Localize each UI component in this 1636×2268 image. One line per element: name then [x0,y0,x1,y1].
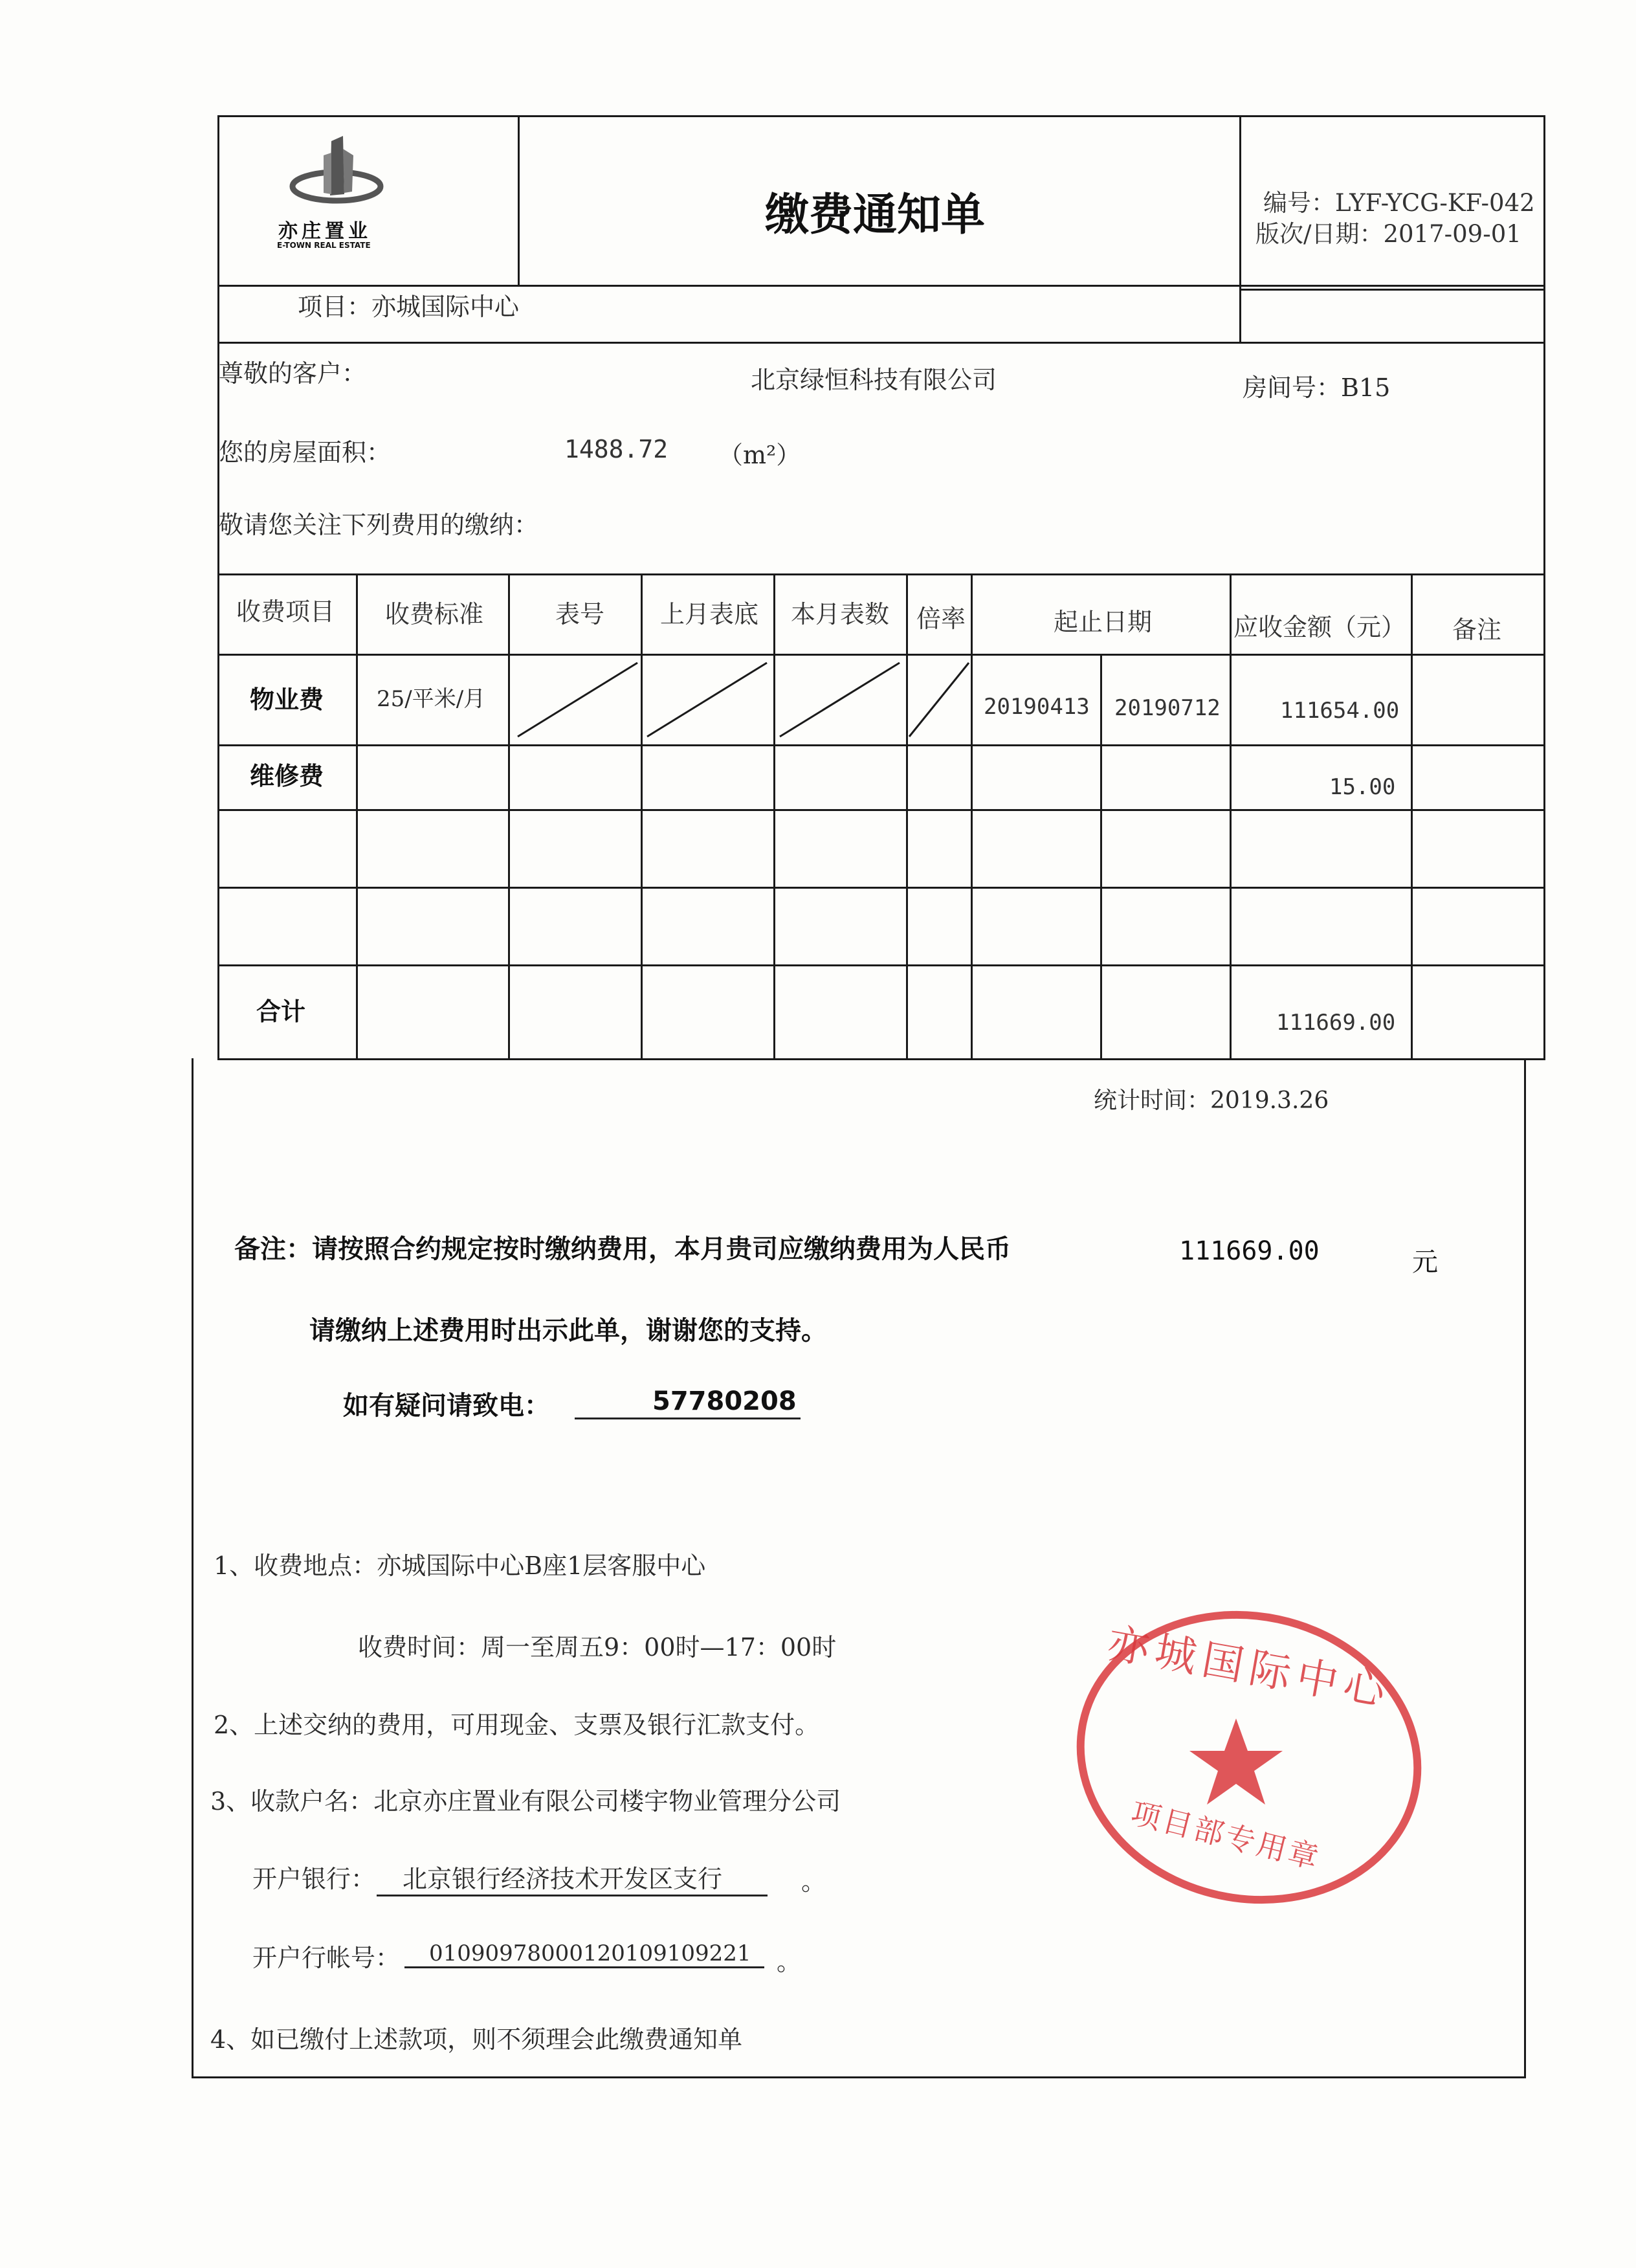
row1-item: 物业费 [250,685,324,714]
row2-amount: 15.00 [1329,774,1396,800]
logo-chinese: 亦庄置业 [278,220,371,243]
th-amount: 应收金额（元） [1233,613,1406,641]
stats-time: 统计时间：2019.3.26 [1094,1087,1329,1114]
version-date: 版次/日期：2017-09-01 [1255,220,1521,248]
info-item3: 3、收款户名：北京亦庄置业有限公司楼宇物业管理分公司 [210,1787,841,1816]
account-label: 开户行帐号： [252,1944,401,1972]
phone-number: 57780208 [575,1386,801,1419]
th-current: 本月表数 [791,600,890,628]
info-item2: 2、上述交纳的费用，可用现金、支票及银行汇款支付。 [214,1711,820,1739]
account-number: 01090978000120109109221 [404,1940,764,1968]
th-meter: 表号 [555,600,605,628]
blank-cell-strikes [508,654,971,744]
logo-english: E-TOWN REAL ESTATE [277,241,371,250]
info-item1: 1、收费地点：亦城国际中心B座1层客服中心 [214,1551,706,1580]
row2-item: 维修费 [250,762,324,790]
area-value: 1488.72 [564,435,669,463]
customer-name: 北京绿恒科技有限公司 [751,366,997,394]
company-logo [272,129,401,259]
th-dates: 起止日期 [1054,608,1153,636]
row1-amount: 111654.00 [1280,698,1400,724]
page-title: 缴费通知单 [765,190,986,241]
phone-label: 如有疑问请致电： [343,1391,550,1421]
room-number: 房间号：B15 [1243,373,1391,402]
company-seal [1068,1605,1430,1909]
bank-period: 。 [801,1867,826,1896]
total-label: 合计 [256,997,306,1026]
seal-text-bottom: 项目部专用章 [1127,1795,1325,1876]
row1-end: 20190712 [1114,695,1221,721]
remark-currency: 元 [1412,1247,1438,1277]
row1-start: 20190413 [984,694,1090,720]
total-amount: 111669.00 [1276,1010,1396,1036]
th-rate: 倍率 [916,605,966,633]
bank-label: 开户银行： [252,1865,376,1893]
fee-notice: 敬请您关注下列费用的缴纳： [219,511,539,539]
info-hours: 收费时间：周一至周五9：00时—17：00时 [358,1633,837,1662]
doc-number: 编号：LYF-YCG-KF-042 [1263,189,1535,217]
seal-text-top: 亦城国际中心 [1103,1619,1396,1717]
remark-amount: 111669.00 [1179,1236,1320,1266]
project-label: 项目：亦城国际中心 [298,293,520,321]
greeting: 尊敬的客户： [219,359,367,388]
th-remark: 备注 [1452,616,1502,644]
area-unit: （m²） [718,441,801,469]
remark-line2: 请缴纳上述费用时出示此单，谢谢您的支持。 [309,1316,827,1346]
th-last: 上月表底 [660,600,759,628]
account-period: 。 [777,1948,802,1976]
row1-standard: 25/平米/月 [377,686,486,712]
building-logo-icon [272,129,401,214]
info-item4: 4、如已缴付上述款项，则不须理会此缴费通知单 [210,2025,743,2054]
bank-name: 北京银行经济技术开发区支行 [377,1859,768,1896]
th-item: 收费项目 [236,597,335,626]
remark-line1: 备注：请按照合约规定按时缴纳费用，本月贵司应缴纳费用为人民币 [234,1234,1011,1264]
th-standard: 收费标准 [385,600,484,628]
area-label: 您的房屋面积： [219,438,392,467]
